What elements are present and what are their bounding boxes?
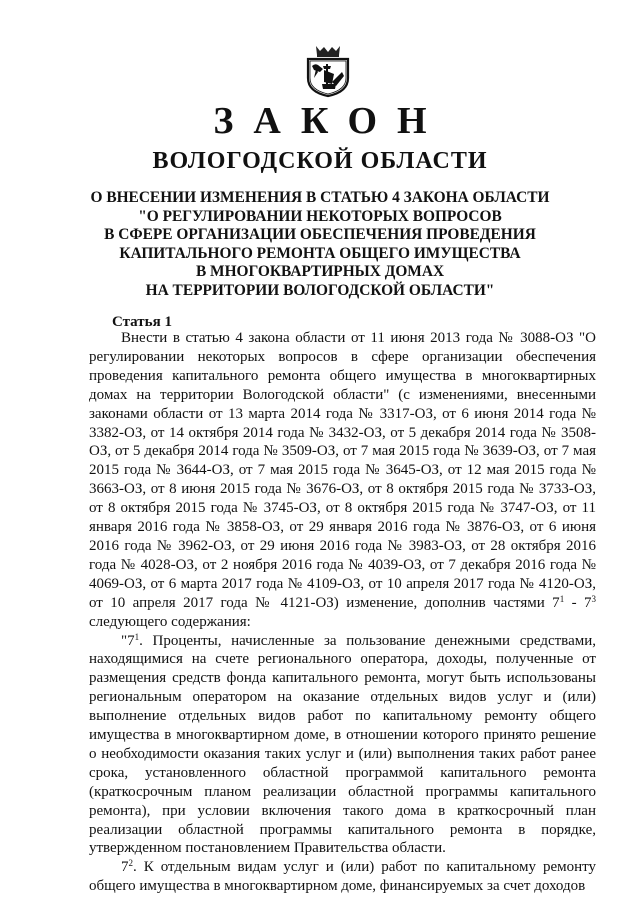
subtitle-line: О ВНЕСЕНИИ ИЗМЕНЕНИЯ В СТАТЬЮ 4 ЗАКОНА ОБЛАСТИ xyxy=(90,189,550,206)
document-type-title: ЗАКОН xyxy=(213,100,447,142)
subtitle-line: НА ТЕРРИТОРИИ ВОЛОГОДСКОЙ ОБЛАСТИ" xyxy=(145,281,495,299)
paragraph-text: 7 xyxy=(121,859,129,876)
part-7-2-paragraph xyxy=(89,858,596,896)
superscript: 2 xyxy=(128,858,133,869)
superscript: 3 xyxy=(591,593,597,604)
subtitle-line: В СФЕРЕ ОРГАНИЗАЦИИ ОБЕСПЕЧЕНИЯ ПРОВЕДЕНИЯ xyxy=(104,226,536,244)
subtitle-line: КАПИТАЛЬНОГО РЕМОНТА ОБЩЕГО ИМУЩЕСТВА xyxy=(119,244,521,262)
paragraph-text: . К отдельным видам услуг и (или) работ по капитальному ремонту общего имущества в многоквартирном доме, финансируемых за счет доходов xyxy=(89,859,596,895)
law-subtitle xyxy=(70,189,570,301)
paragraph-text: . Проценты, начисленные за пользование денежными средствами, находящимися на счете регионального оператора, доходы, полученные от размещения средств фонда капитального ремонта, могут быть использованы региональным оператором на оказание отдельных видов услуг и (или) выполнение отдельных видов работ по капитальному ремонту общего имущества в многоквартирном доме, в отношении которого принято решение о необходимости оказания таких услуг и (или) выполнения таких работ ранее срока, установленного областной программой капитального ремонта (краткосрочным планом реализации областной программы капитального ремонта), при условии включения такого дома в краткосрочный план реализации областной программы капитального ремонта в порядке, утвержденном постановлением Правительства области. xyxy=(89,632,596,857)
paragraph-text: "7 xyxy=(121,632,135,649)
subtitle-line: В МНОГОКВАРТИРНЫХ ДОМАХ xyxy=(195,263,445,281)
paragraph-text: Внести в статью 4 закона области от 11 июня 2013 года № 3088-ОЗ "О регулировании некоторых вопросов в сфере организации обеспечения проведения капитального ремонта общего имущества в многоквартирных домах на территории Вологодской области" (с изменениями, внесенными законами области от 13 марта 2014 года № 3317-ОЗ, от 6 июня 2014 года № 3382-ОЗ, от 14 октября 2014 года № 3432-ОЗ, от 5 декабря 2014 года № 3508-ОЗ, от 5 декабря 2014 года № 3509-ОЗ, от 7 мая 2015 года № 3639-ОЗ, от 7 мая 2015 года № 3644-ОЗ, от 7 мая 2015 года № 3645-ОЗ, от 12 мая 2015 года № 3663-ОЗ, от 8 июня 2015 года № 3676-ОЗ, от 8 октября 2015 года № 3733-ОЗ, от 8 октября 2015 года № 3745-ОЗ, от 8 октября 2015 года № 3747-ОЗ, от 11 января 2016 года № 3858-ОЗ, от 29 января 2016 года № 3876-ОЗ, от 6 июня 2016 года № 3962-ОЗ, от 29 июня 2016 года № 3983-ОЗ, от 28 октября 2016 года № 4028-ОЗ, от 2 ноября 2016 года № 4039-ОЗ, от 7 декабря 2016 года № 4069-ОЗ, от 6 марта 2017 года № 4109-ОЗ, от 10 апреля 2017 года № 4120-ОЗ, от 10 апреля 2017 года № 4121-ОЗ) изменение, дополнив частями 7 xyxy=(89,330,596,611)
region-title: ВОЛОГОДСКОЙ ОБЛАСТИ xyxy=(152,148,488,174)
amendment-paragraph xyxy=(89,329,596,632)
article-heading: Статья 1 xyxy=(112,314,172,330)
vologda-coat-of-arms-icon xyxy=(302,42,354,98)
superscript: 1 xyxy=(559,593,565,604)
superscript: 1 xyxy=(134,631,140,642)
part-7-1-paragraph xyxy=(89,632,596,859)
paragraph-text: - 7 xyxy=(564,594,592,611)
paragraph-text: следующего содержания: xyxy=(89,613,251,630)
article-body xyxy=(89,329,596,896)
subtitle-line: "О РЕГУЛИРОВАНИИ НЕКОТОРЫХ ВОПРОСОВ xyxy=(138,207,502,225)
